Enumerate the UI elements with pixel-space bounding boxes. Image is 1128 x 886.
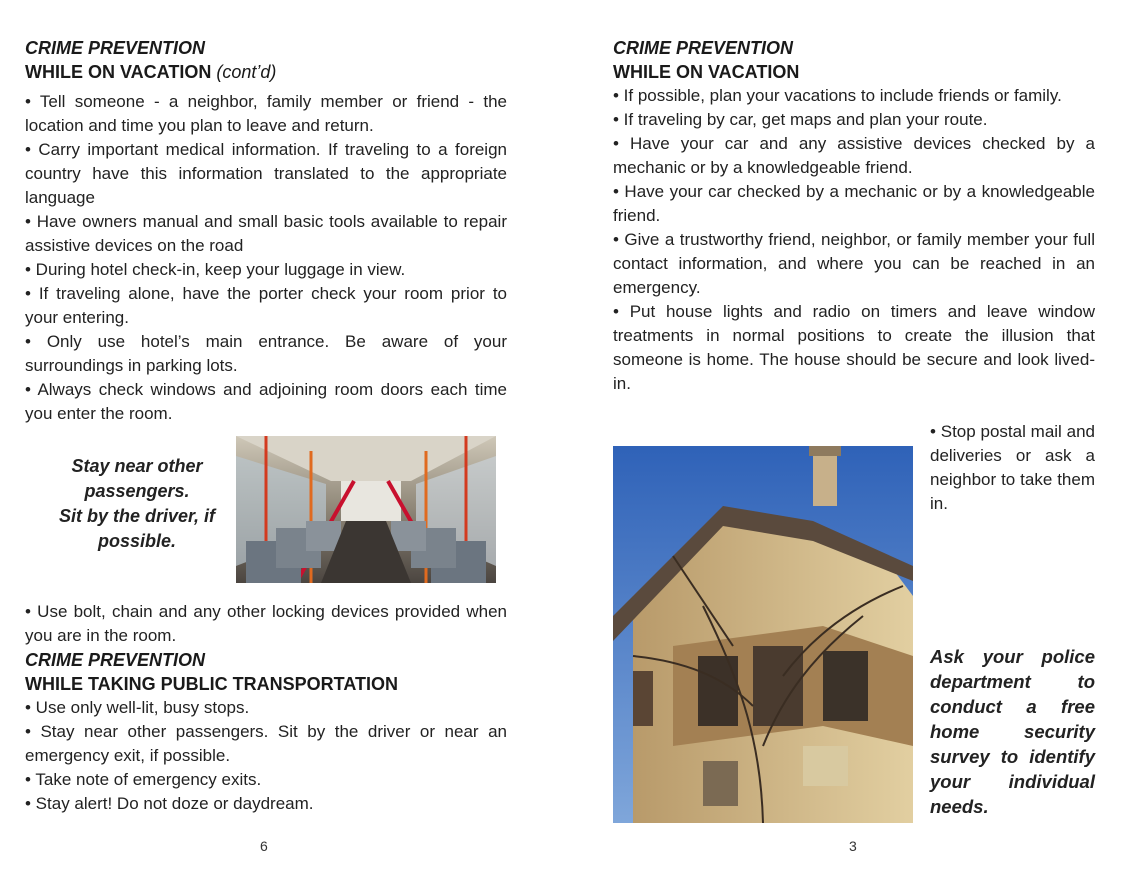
heading-crime-prevention-right: CRIME PREVENTION (613, 38, 794, 58)
page-number-left: 6 (260, 838, 268, 854)
left-page (25, 36, 507, 816)
list-item: • Tell someone - a neighbor, family member or friend - the location and time you plan to leave and return. (25, 92, 507, 135)
page-number-right: 3 (849, 838, 857, 854)
list-item: • Only use hotel’s main entrance. Be aware of your surroundings in parking lots. (25, 332, 507, 375)
transport-heading (25, 648, 507, 696)
heading-while-on-vacation: WHILE ON VACATION (cont’d) (25, 62, 277, 82)
transport-tips-list (25, 696, 507, 816)
bus-photo-row (25, 426, 507, 626)
list-item: • Give a trustworthy friend, neighbor, or family member your full contact information, and where you can be reached in an emergency. (613, 230, 1095, 297)
list-item: • Stay near other passengers. Sit by the driver or near an emergency exit, if possible. (25, 722, 507, 765)
vacation-tips-list (25, 90, 507, 426)
list-item: • Put house lights and radio on timers and leave window treatments in normal positions to create the illusion that someone is home. The house should be secure and look lived-in. (613, 302, 1095, 393)
list-item: • Use bolt, chain and any other locking devices provided when you are in the room. (25, 602, 507, 645)
list-item: • Have owners manual and small basic tools available to repair assistive devices on the road (25, 212, 507, 255)
heading-crime-prevention-2: CRIME PREVENTION (25, 650, 206, 670)
list-item: • Carry important medical information. If traveling to a foreign country have this information translated to the appropriate language (25, 140, 507, 207)
postal-mail-tip: • Stop postal mail and deliveries or ask a neighbor to take them in. (930, 422, 1095, 513)
list-item: • During hotel check-in, keep your luggage in view. (25, 260, 406, 279)
vacation-tips-list-right (613, 84, 1095, 396)
list-item: • Take note of emergency exits. (25, 770, 262, 789)
heading-public-transportation: WHILE TAKING PUBLIC TRANSPORTATION (25, 674, 398, 694)
vacation-heading-contd (25, 36, 507, 84)
heading-contd: (cont’d) (216, 62, 277, 82)
house-image (613, 446, 913, 823)
heading-while-on-vacation-right: WHILE ON VACATION (613, 62, 800, 82)
list-item: • If possible, plan your vacations to include friends or family. (613, 86, 1062, 105)
list-item: • Have your car checked by a mechanic or by a knowledgeable friend. (613, 182, 1095, 225)
bus-interior-image (236, 436, 496, 583)
security-survey-caption: Ask your police department to conduct a free home security survey to identify your individual needs. (930, 646, 1095, 817)
heading-crime-prevention: CRIME PREVENTION (25, 38, 206, 58)
right-page (613, 36, 1095, 836)
vacation-heading (613, 36, 1095, 84)
list-item: • Always check windows and adjoining room doors each time you enter the room. (25, 380, 507, 423)
bus-photo-caption: Stay near other passengers. Sit by the driver, if possible. (58, 456, 216, 551)
list-item: • Have your car and any assistive devices checked by a mechanic or by a knowledgeable friend. (613, 134, 1095, 177)
list-item: • Use only well-lit, busy stops. (25, 698, 250, 717)
list-item: • Stay alert! Do not doze or daydream. (25, 794, 314, 813)
list-item: • If traveling alone, have the porter check your room prior to your entering. (25, 284, 507, 327)
list-item: • If traveling by car, get maps and plan your route. (613, 110, 988, 129)
